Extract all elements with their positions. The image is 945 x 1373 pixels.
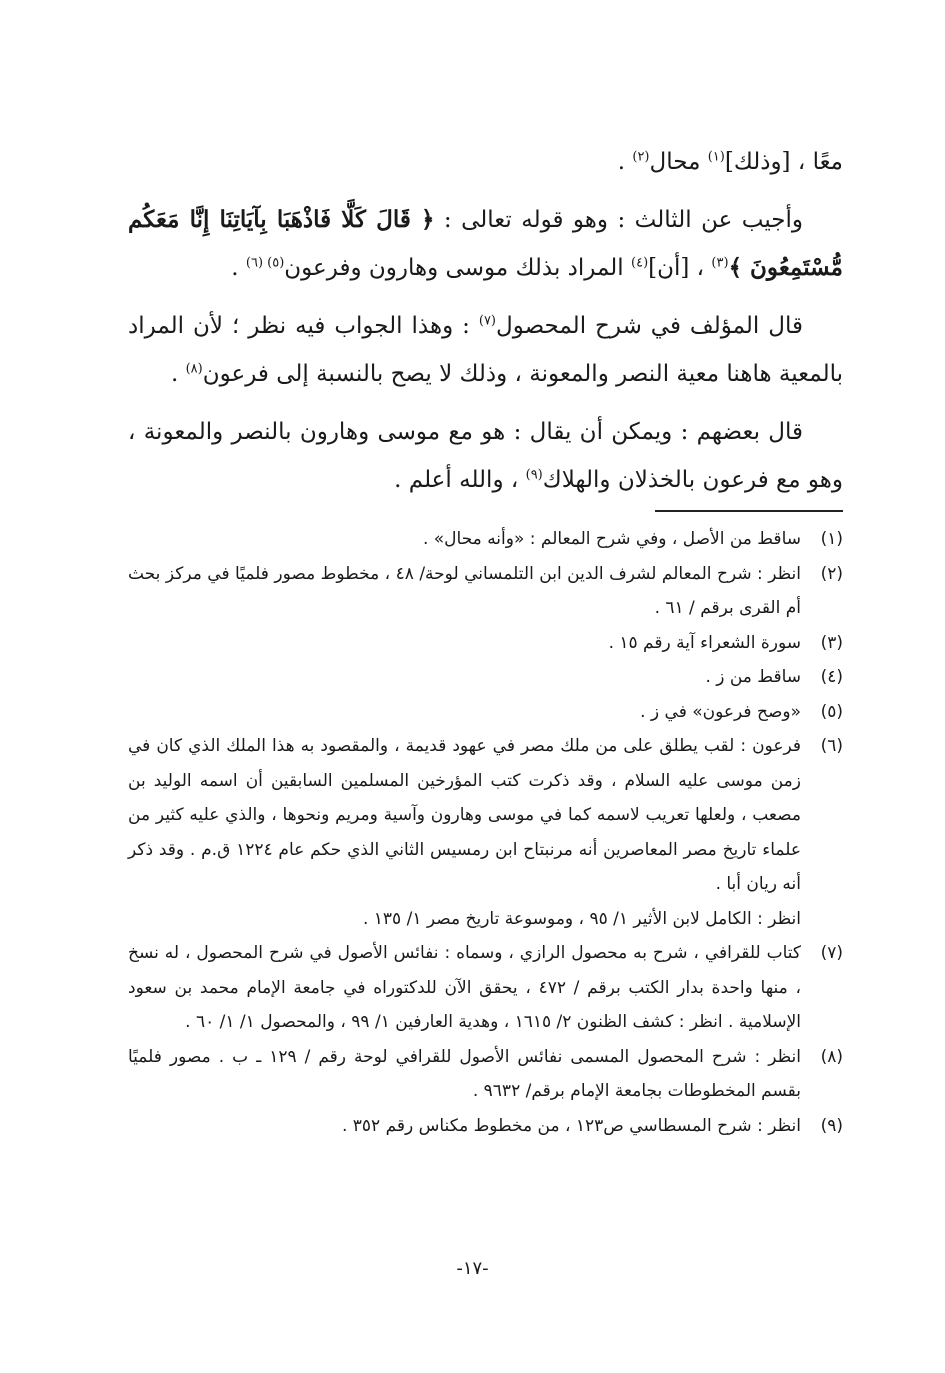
p2-text-a: وأجيب عن الثالث : وهو قوله تعالى : <box>434 207 803 233</box>
footnote-2 <box>128 557 843 626</box>
footnote-7 <box>128 936 843 1040</box>
paragraph-1 <box>128 138 843 186</box>
footnote-number: (٨) <box>820 1046 843 1067</box>
footnote-1 <box>128 522 843 557</box>
footnote-3 <box>128 626 843 661</box>
p4-text-b: ، والله أعلم . <box>394 467 526 493</box>
p3-footnote-ref-7: (٧) <box>478 313 496 329</box>
p1-text-c: . <box>617 149 633 175</box>
p2-footnote-ref-3: (٣) <box>711 255 729 271</box>
footnote-number: (٧) <box>820 943 843 963</box>
paragraph-3 <box>128 302 843 398</box>
footnote-9 <box>128 1109 843 1144</box>
footnote-text: انظر : شرح المسطاسي ص١٢٣ ، من مخطوط مكناس رقم ٣٥٢ . <box>341 1115 801 1136</box>
footnote-text: انظر : شرح المعالم لشرف الدين ابن التلمساني لوحة/ ٤٨ ، مخطوط مصور فلميًا في مركز بحث أم القرى برقم / ٦١ . <box>128 563 801 618</box>
p4-footnote-ref-9: (٩) <box>525 467 543 483</box>
p1-footnote-ref-2: (٢) <box>632 149 650 165</box>
p2-text-c: المراد بذلك موسى وهارون وفرعون <box>284 255 631 281</box>
p4-text-a: قال بعضهم : ويمكن أن يقال : هو مع موسى وهارون بالنصر والمعونة ، وهو مع فرعون بالخذلان والهلاك <box>128 419 843 493</box>
footnote-number: (٣) <box>820 632 843 653</box>
footnote-text: سورة الشعراء آية رقم ١٥ . <box>608 632 801 653</box>
footnote-5 <box>128 695 843 730</box>
footnote-separator <box>655 510 843 512</box>
footnote-4 <box>128 660 843 695</box>
footnotes <box>128 522 843 1143</box>
footnote-number: (١) <box>820 529 843 549</box>
footnote-text: ساقط من ز . <box>705 667 801 687</box>
paragraph-4 <box>128 408 843 504</box>
footnote-text: انظر : شرح المحصول المسمى نفائس الأصول للقرافي لوحة رقم / ١٢٩ ـ ب . مصور فلميًا بقسم المخطوطات بجامعة الإمام برقم/ ٩٦٣٢ . <box>128 1046 801 1101</box>
p2-footnote-ref-5-6: (٥) (٦) <box>245 255 285 271</box>
main-text <box>128 138 843 514</box>
p3-text-a: قال المؤلف في شرح المحصول <box>496 313 803 339</box>
p3-footnote-ref-8: (٨) <box>185 361 203 377</box>
footnote-text: ساقط من الأصل ، وفي شرح المعالم : «وأنه محال» . <box>422 529 801 549</box>
p1-footnote-ref-1: (١) <box>707 149 725 165</box>
p2-footnote-ref-4: (٤) <box>631 255 649 271</box>
quran-verse: ﴿ قَالَ كَلَّا فَاذْهَبَا بِآيَاتِنَا إِنَّا مَعَكُم مُّسْتَمِعُونَ ﴾ <box>128 206 843 281</box>
p3-text-b: : وهذا الجواب فيه نظر ؛ لأن المراد بالمعية هاهنا معية النصر والمعونة ، وذلك لا يصح بالنسبة إلى فرعون <box>128 313 843 387</box>
footnote-text: كتاب للقرافي ، شرح به محصول الرازي ، وسماه : نفائس الأصول في شرح المحصول ، له نسخ ، منها واحدة بدار الكتب برقم / ٤٧٢ ، يحقق الآن للدكتوراه في جامعة الإمام محمد بن سعود الإسلامية . انظر : كشف الظنون ٢/ ١٦١٥ ، وهدية العارفين ١/ ٩٩ ، والمحصول ١/ ١/ ٦٠ . <box>128 943 801 1032</box>
paragraph-2 <box>128 196 843 292</box>
p1-text-b: محال <box>649 149 708 175</box>
footnote-number: (٩) <box>820 1115 843 1136</box>
footnote-number: (٥) <box>820 701 843 722</box>
page-number: -١٧- <box>456 1258 489 1279</box>
footnote-body <box>128 729 801 936</box>
footnote-number: (٢) <box>820 563 843 584</box>
footnote-6 <box>128 729 843 936</box>
footnote-8 <box>128 1040 843 1109</box>
footnote-reference: انظر : الكامل لابن الأثير ١/ ٩٥ ، وموسوعة تاريخ مصر ١/ ١٣٥ . <box>362 908 801 929</box>
footnote-text: «وصح فرعون» في ز . <box>640 701 801 722</box>
footnote-number: (٤) <box>820 667 843 687</box>
p3-text-c: . <box>170 361 186 387</box>
footnote-text: فرعون : لقب يطلق على من ملك مصر في عهود قديمة ، والمقصود به هذا الملك الذي كان في زمن موسى عليه السلام ، وقد ذكرت كتب المؤرخين المسلمين السابقين أن اسمه الوليد بن مصعب ، ولعلها تعريب لاسمه كما في موسى وهارون وآسية ومريم ونحوها ، والذي عليه كثير من علماء تاريخ مصر المعاصرين أنه مرنبتاح ابن رمسيس الثاني الذي حكم عام ١٢٢٤ ق.م . وقد ذكر أنه ريان أبا . <box>128 736 801 894</box>
footnote-number: (٦) <box>820 736 843 756</box>
p2-text-d: . <box>231 255 246 281</box>
p1-text-a: معًا ، [وذلك] <box>724 149 843 175</box>
p2-text-b: ، [أن] <box>648 255 712 281</box>
